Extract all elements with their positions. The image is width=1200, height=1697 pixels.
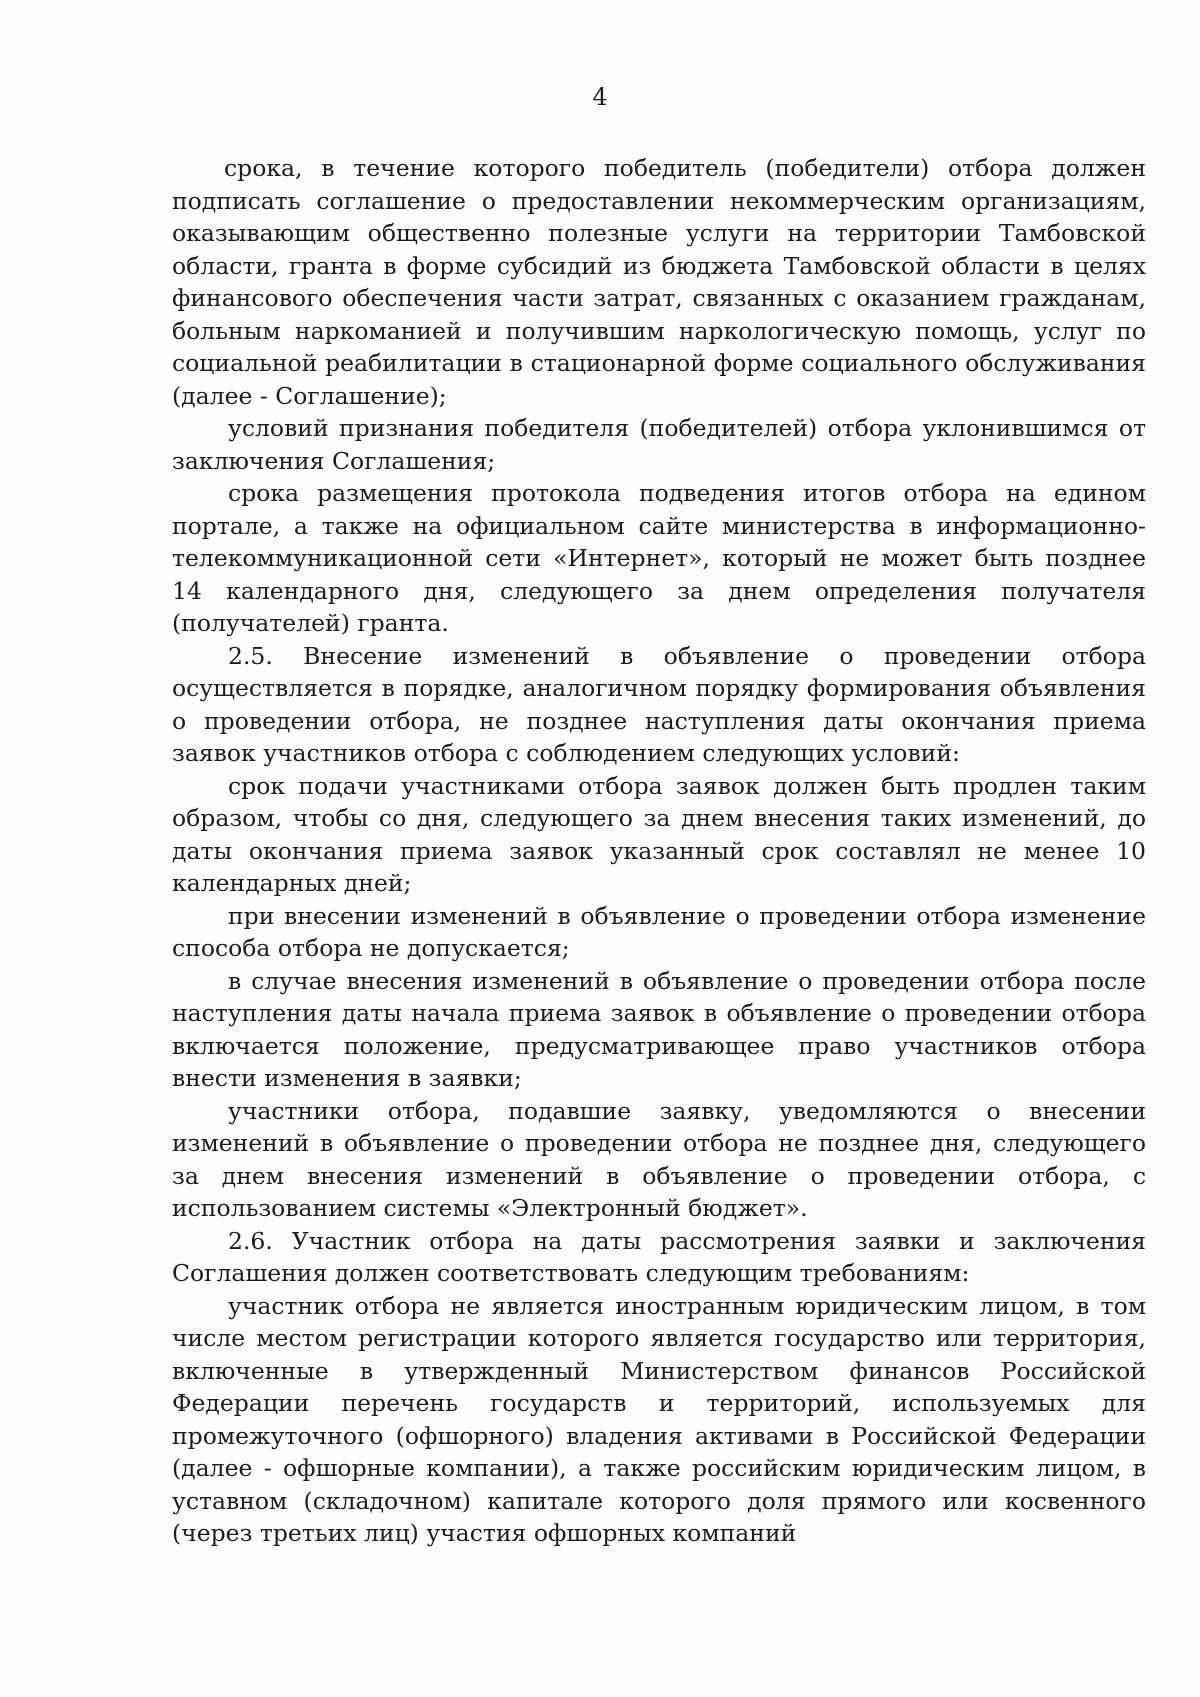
document-body <box>172 152 1146 1550</box>
paragraph-amendment-right: в случае внесения изменений в объявление о проведении отбора после наступления даты начала приема заявок в объявление о проведении отбора включается положение, предусматривающее право участников отбора внести изменения в заявки; <box>172 966 1146 1092</box>
paragraph-deadline-extension: срок подачи участниками отбора заявок должен быть продлен таким образом, чтобы со дня, следующего за днем внесения таких изменений, до даты окончания приема заявок указанный срок составлял не менее 10 календарных дней; <box>172 771 1146 897</box>
page-number: 4 <box>592 83 608 111</box>
paragraph-section-2-5: 2.5. Внесение изменений в объявление о проведении отбора осуществляется в порядке, аналогичном порядку формирования объявления о проведении отбора, не позднее наступления даты окончания приема заявок участников отбора с соблюдением следующих условий: <box>172 641 1146 767</box>
paragraph-protocol-publication: срока размещения протокола подведения итогов отбора на едином портале, а также на официальном сайте министерства в информационно-телекоммуникационной сети «Интернет», который не может быть позднее 14 календарного дня, следующего за днем определения получателя (получателей) гранта. <box>172 479 1146 637</box>
paragraph-section-2-6: 2.6. Участник отбора на даты рассмотрения заявки и заключения Соглашения должен соответствовать следующим требованиям: <box>172 1226 1146 1287</box>
paragraph-evasion-conditions: условий признания победителя (победителей) отбора уклонившимся от заключения Соглашения; <box>172 414 1146 475</box>
paragraph-method-unchanged: при внесении изменений в объявление о проведении отбора изменение способа отбора не допускается; <box>172 901 1146 962</box>
paragraph-notification: участники отбора, подавшие заявку, уведомляются о внесении изменений в объявление о проведении отбора не позднее дня, следующего за днем внесения изменений в объявление о проведении отбора, с использованием системы «Электронный бюджет». <box>172 1096 1146 1222</box>
paragraph-deadline-agreement: срока, в течение которого победитель (победители) отбора должен подписать соглашение о предоставлении некоммерческим организациям, оказывающим общественно полезные услуги на территории Тамбовской области, гранта в форме субсидий из бюджета Тамбовской области в целях финансового обеспечения части затрат, связанных с оказанием гражданам, больным наркоманией и получившим наркологическую помощь, услуг по социальной реабилитации в стационарной форме социального обслуживания (далее - Соглашение); <box>172 154 1146 410</box>
paragraph-offshore-requirement: участник отбора не является иностранным юридическим лицом, в том числе местом регистрации которого является государство или территория, включенные в утвержденный Министерством финансов Российской Федерации перечень государств и территорий, используемых для промежуточного (офшорного) владения активами в Российской Федерации (далее - офшорные компании), а также российским юридическим лицом, в уставном (складочном) капитале которого доля прямого или косвенного (через третьих лиц) участия офшорных компаний <box>172 1291 1146 1547</box>
